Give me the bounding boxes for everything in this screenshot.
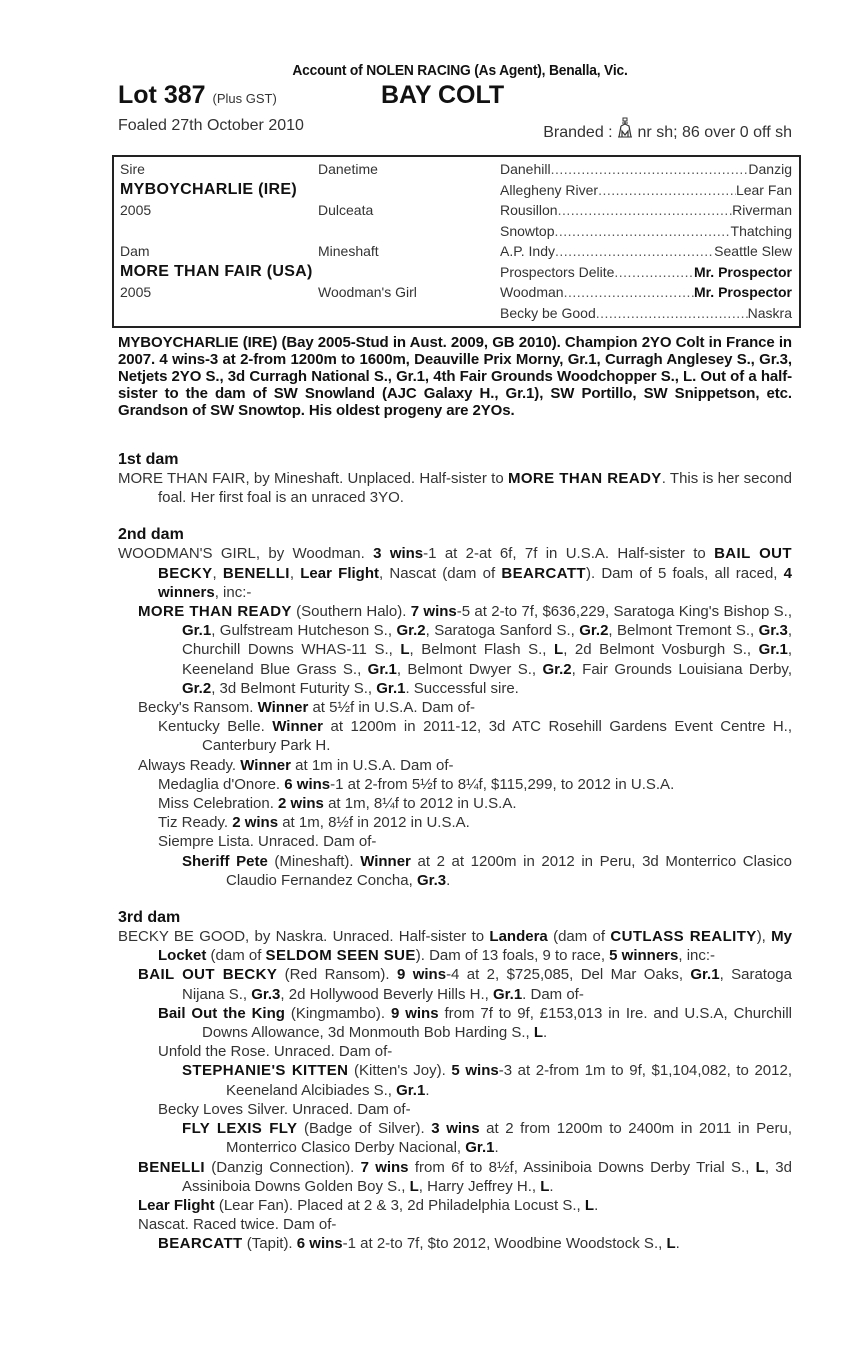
foaled-brand-line xyxy=(118,115,792,143)
progeny-entry xyxy=(118,965,792,1003)
bold-text: BEARCATT xyxy=(501,564,586,582)
section-heading: 3rd dam xyxy=(118,909,181,927)
bold-text: 9 wins xyxy=(390,1004,439,1022)
leader-dots xyxy=(596,303,748,324)
text: Becky Loves Silver. Unraced. Dam of- xyxy=(158,1100,411,1118)
text: at 2 from 1200m to 2400m in 2011 in Peru, Monterrico Clasico Derby Nacional, xyxy=(226,1120,792,1157)
grandparent-name: Dulceata xyxy=(318,202,374,218)
progeny-entry xyxy=(118,852,792,890)
text: at 2 at 1200m in 2012 in Peru, 3d Monterrico Clasico Claudio Fernandez Concha, xyxy=(226,852,792,889)
text: at 1m, 8½f in 2012 in U.S.A. xyxy=(278,814,470,832)
pedigree-left-row xyxy=(120,221,440,242)
bold-text: 4 winners xyxy=(158,564,793,601)
leader-dots xyxy=(555,241,714,262)
text: . Dam of- xyxy=(522,985,584,1003)
progeny-entry xyxy=(118,717,792,755)
ancestor-sire: Riverman xyxy=(732,202,792,218)
leader-dots xyxy=(551,159,749,180)
bold-text: 5 winners xyxy=(609,947,679,965)
progeny-entry xyxy=(118,756,792,775)
text: -5 at 2-to 7f, $636,229, Saratoga King's Bishop S., xyxy=(456,603,792,621)
brand-info xyxy=(543,117,792,142)
ancestor-sire: Seattle Slew xyxy=(714,243,792,259)
text: , 2d Hollywood Beverly Hills H., xyxy=(280,985,493,1003)
bold-text: SELDOM SEEN SUE xyxy=(265,947,416,965)
bold-text: Gr.1 xyxy=(376,679,406,697)
text: , Saratoga Nijana S., xyxy=(182,966,792,1003)
pedigree-label: Dam xyxy=(120,243,150,259)
lot-line xyxy=(118,81,792,111)
bold-text: 3 wins xyxy=(431,1120,480,1138)
pedigree-left-row xyxy=(120,282,440,303)
text: . xyxy=(594,1196,599,1214)
bold-text: BAIL OUT BECKY xyxy=(158,545,792,582)
bold-text: 7 wins xyxy=(360,1158,409,1176)
ancestor-name: Rousillon xyxy=(500,202,558,218)
leader-dots xyxy=(614,262,694,283)
bold-text: CUTLASS REALITY xyxy=(610,928,757,946)
text: at 1m in U.S.A. Dam of- xyxy=(290,756,454,774)
bold-text: 2 wins xyxy=(232,814,279,832)
bold-text: BAIL OUT BECKY xyxy=(138,966,278,984)
bold-text: 2 wins xyxy=(278,795,324,813)
bold-text: L xyxy=(400,641,410,659)
catalogue-page xyxy=(118,62,792,143)
text: . xyxy=(543,1024,548,1042)
text: ). Dam of 13 foals, 9 to race, xyxy=(415,947,610,965)
text: -1 at 2-at 6f, 7f in U.S.A. Half-sister to xyxy=(423,545,715,563)
text: from 6f to 8½f, Assiniboia Downs Derby Trial S., xyxy=(408,1158,756,1176)
parent-name: MYBOYCHARLIE (IRE) xyxy=(120,180,297,198)
section-heading: 2nd dam xyxy=(118,526,184,544)
great-grandparent-row xyxy=(500,282,792,303)
pedigree-left-row xyxy=(120,180,440,201)
bold-text: My Locket xyxy=(158,928,792,965)
bold-text: Gr.2 xyxy=(542,660,572,678)
progeny-entry xyxy=(118,1196,792,1215)
text: , Fair Grounds Louisiana Derby, xyxy=(571,660,792,678)
bold-text: STEPHANIE'S KITTEN xyxy=(182,1062,349,1080)
ancestor-name: A.P. Indy xyxy=(500,243,556,259)
progeny-entry xyxy=(118,698,792,717)
section-heading: 1st dam xyxy=(118,451,179,468)
text: MORE THAN FAIR, by Mineshaft. Unplaced. Half-sister to xyxy=(118,470,508,487)
progeny-entry xyxy=(118,1234,792,1253)
text: (Lear Fan). Placed at 2 & 3, 2d Philadelphia Locust S., xyxy=(214,1196,585,1214)
bold-text: L xyxy=(755,1158,765,1176)
text: Always Ready. xyxy=(138,756,241,774)
bold-text: Gr.3 xyxy=(251,985,281,1003)
great-grandparent-row xyxy=(500,180,792,201)
ancestor-sire: Naskra xyxy=(747,304,792,321)
gst-note: (Plus GST) xyxy=(212,91,277,106)
dam-section xyxy=(118,526,792,890)
grandparent-name: Mineshaft xyxy=(318,243,379,259)
text: BECKY BE GOOD, by Naskra. Unraced. Half-sister to xyxy=(118,928,490,946)
text: Miss Celebration. xyxy=(158,795,279,813)
progeny-entry xyxy=(118,927,792,965)
text: , Harry Jeffrey H., xyxy=(418,1177,541,1195)
bold-text: Gr.1 xyxy=(182,622,212,640)
text: at 5½f in U.S.A. Dam of- xyxy=(308,699,476,717)
text: , 3d Belmont Futurity S., xyxy=(211,679,377,697)
family-details xyxy=(118,451,792,1273)
text: Tiz Ready. xyxy=(158,814,233,832)
bold-text: Gr.3 xyxy=(416,871,447,889)
progeny-entry xyxy=(118,1215,792,1234)
text: , 3d Assiniboia Downs Golden Boy S., xyxy=(182,1158,792,1195)
progeny-entry xyxy=(118,602,792,698)
branded-text: nr sh; 86 over 0 off sh xyxy=(637,124,792,141)
bold-text: L xyxy=(533,1024,544,1042)
branded-label: Branded : xyxy=(543,124,613,141)
text: , Churchill Downs WHAS-11 S., xyxy=(182,622,792,659)
bold-text: Gr.1 xyxy=(758,641,788,659)
text: , Belmont Tremont S., xyxy=(608,622,759,640)
text: Nascat. Raced twice. Dam of- xyxy=(138,1216,337,1234)
brand-mark-icon xyxy=(617,117,633,139)
great-grandparent-row xyxy=(500,241,792,262)
ancestor-name: Allegheny River xyxy=(500,181,599,198)
text: , Keeneland Blue Grass S., xyxy=(182,641,792,678)
text: (Tapit). xyxy=(242,1235,297,1253)
text: , Gulfstream Hutcheson S., xyxy=(211,622,397,640)
progeny-entry xyxy=(118,469,792,507)
text: from 7f to 9f, £153,013 in Ire. and U.S.A, Churchill Downs Allowance, 3d Monmouth Bob Harding S., xyxy=(202,1004,792,1042)
pedigree-left-row xyxy=(120,262,440,283)
bold-text: 9 wins xyxy=(396,966,447,984)
text: Siempre Lista. Unraced. Dam of- xyxy=(158,833,377,851)
bold-text: Bail Out the King xyxy=(158,1004,285,1022)
pedigree-grandparents xyxy=(500,159,792,323)
bold-text: Gr.1 xyxy=(396,1081,426,1099)
bold-text: Lear Flight xyxy=(138,1196,215,1214)
bold-text: BENELLI xyxy=(222,564,290,582)
bold-text: L xyxy=(540,1177,550,1195)
great-grandparent-row xyxy=(500,159,792,180)
pedigree-parents xyxy=(120,159,440,303)
bold-text: MORE THAN READY xyxy=(138,603,292,621)
bold-text: Gr.3 xyxy=(758,622,788,640)
pedigree-table xyxy=(112,155,801,328)
bold-text: 5 wins xyxy=(451,1062,499,1080)
text: . xyxy=(446,871,451,889)
horse-description: BAY COLT xyxy=(381,81,505,109)
grandparent-name: Woodman's Girl xyxy=(318,284,417,300)
text: (Kingmambo). xyxy=(284,1004,391,1022)
ancestor-name: Becky be Good xyxy=(500,304,596,321)
bold-text: Lear Flight xyxy=(300,564,379,582)
text: , 2d Belmont Vosburgh S., xyxy=(563,641,759,659)
leader-dots xyxy=(558,200,733,221)
ancestor-name: Woodman xyxy=(500,284,564,300)
bold-text: Gr.2 xyxy=(182,679,212,697)
bold-text: Sheriff Pete xyxy=(182,852,268,870)
great-grandparent-row xyxy=(500,221,792,242)
bold-text: Winner xyxy=(257,699,309,717)
text: ), xyxy=(756,928,772,946)
bold-text: Winner xyxy=(272,718,323,736)
text: -4 at 2, $725,085, Del Mar Oaks, xyxy=(446,966,691,984)
bold-text: 6 wins xyxy=(284,775,331,793)
leader-dots xyxy=(564,282,694,303)
text: , Belmont Dwyer S., xyxy=(396,660,543,678)
parent-name: MORE THAN FAIR (USA) xyxy=(120,262,313,280)
text: Medaglia d'Onore. xyxy=(158,775,285,793)
progeny-entry xyxy=(118,775,792,794)
leader-dots xyxy=(554,221,730,242)
text: (dam of xyxy=(206,947,266,965)
bold-text: BEARCATT xyxy=(158,1235,243,1253)
pedigree-left-row xyxy=(120,241,440,262)
text: (Red Ransom). xyxy=(277,966,397,984)
vendor-account: Account of NOLEN RACING (As Agent), Benalla, Vic. xyxy=(292,62,628,79)
bold-text: MORE THAN READY xyxy=(507,470,662,487)
text: . Successful sire. xyxy=(405,679,519,697)
text: WOODMAN'S GIRL, by Woodman. xyxy=(118,545,374,563)
pedigree-label: Sire xyxy=(120,161,145,177)
text: at 1200m in 2011-12, 3d ATC Rosehill Gardens Event Centre H., Canterbury Park H. xyxy=(202,718,792,755)
bold-text: Gr.1 xyxy=(492,985,523,1003)
text: . xyxy=(425,1081,430,1099)
progeny-entry xyxy=(118,1042,792,1061)
great-grandparent-row xyxy=(500,262,792,283)
pedigree-left-row xyxy=(120,159,440,180)
text: , Belmont Flash S., xyxy=(409,641,555,659)
text: Kentucky Belle. xyxy=(158,718,273,736)
grandparent-name: Danetime xyxy=(318,161,378,177)
lot-number xyxy=(118,81,277,110)
text: ). Dam of 5 foals, all raced, xyxy=(585,564,784,582)
text: (Southern Halo). xyxy=(291,603,411,621)
text: , xyxy=(289,564,301,582)
foaled-date: Foaled 27th October 2010 xyxy=(118,117,304,134)
text: Becky's Ransom. xyxy=(138,699,258,717)
bold-text: L xyxy=(554,641,564,659)
text: , inc:- xyxy=(678,947,716,965)
progeny-entry xyxy=(118,832,792,851)
sire-summary: MYBOYCHARLIE (IRE) (Bay 2005-Stud in Aust. 2009, GB 2010). Champion 2YO Colt in France in 2007. 4 wins-3 at 2-from 1200m to 1600m, Deauville Prix Morny, Gr.1, Curragh Anglesey S., Gr.3, Netjets 2YO S., 3d Curragh National S., Gr.1, 4th Fair Grounds Woodchopper S., L. Out of a half-sister to the dam of SW Snowland (AJC Galaxy H., Gr.1), SW Portillo, SW Snippetson, etc. Grandson of SW Snowtop. His oldest progeny are 2YOs. xyxy=(118,334,792,419)
text: , inc:- xyxy=(214,583,252,601)
ancestor-sire: Lear Fan xyxy=(735,181,792,198)
text: at 1m, 8¼f to 2012 in U.S.A. xyxy=(323,795,517,813)
text: , Nascat (dam of xyxy=(378,564,502,582)
progeny-entry xyxy=(118,813,792,832)
text: , xyxy=(212,564,223,582)
bold-text: Gr.1 xyxy=(465,1139,495,1157)
progeny-entry xyxy=(118,794,792,813)
ancestor-name: Snowtop xyxy=(500,222,555,239)
lot-label: Lot 387 xyxy=(118,81,206,109)
text: . This is her second foal. Her first foal is an unraced 3YO. xyxy=(158,470,792,507)
text: (Badge of Silver). xyxy=(297,1120,432,1138)
text: , Saratoga Sanford S., xyxy=(425,622,580,640)
progeny-entry xyxy=(118,1100,792,1119)
text: (Danzig Connection). xyxy=(204,1158,361,1176)
text: -3 at 2-from 1m to 9f, $1,104,082, to 2012, Keeneland Alcibiades S., xyxy=(226,1062,792,1099)
dam-section xyxy=(118,909,792,1253)
pedigree-label: 2005 xyxy=(120,284,152,300)
bold-text: Winner xyxy=(360,852,411,870)
ancestor-sire: Mr. Prospector xyxy=(693,263,792,280)
text: -1 at 2-to 7f, $to 2012, Woodbine Woodstock S., xyxy=(342,1235,667,1253)
bold-text: 7 wins xyxy=(410,603,457,621)
text: -1 at 2-from 5½f to 8¼f, $115,299, to 2012 in U.S.A. xyxy=(330,775,675,793)
bold-text: Gr.2 xyxy=(396,622,426,640)
progeny-entry xyxy=(118,1004,792,1042)
progeny-entry xyxy=(118,544,792,602)
text: (dam of xyxy=(547,928,611,946)
bold-text: FLY LEXIS FLY xyxy=(182,1120,298,1138)
bold-text: BENELLI xyxy=(138,1158,205,1176)
progeny-entry xyxy=(118,1158,792,1196)
bold-text: Gr.1 xyxy=(690,966,720,984)
ancestor-sire: Mr. Prospector xyxy=(693,284,792,300)
text: . xyxy=(675,1235,680,1253)
bold-text: L xyxy=(409,1177,419,1195)
great-grandparent-row xyxy=(500,200,792,221)
bold-text: Landera xyxy=(489,928,548,946)
bold-text: Winner xyxy=(240,756,291,774)
dam-section xyxy=(118,451,792,507)
bold-text: 3 wins xyxy=(373,545,424,563)
bold-text: 6 wins xyxy=(296,1235,343,1253)
text: Unfold the Rose. Unraced. Dam of- xyxy=(158,1043,393,1061)
ancestor-sire: Danzig xyxy=(748,161,792,177)
text: . xyxy=(549,1177,554,1195)
bold-text: L xyxy=(584,1196,595,1214)
ancestor-name: Danehill xyxy=(500,161,551,177)
text: (Mineshaft). xyxy=(267,852,361,870)
progeny-entry xyxy=(118,1061,792,1099)
text: . xyxy=(494,1139,499,1157)
leader-dots xyxy=(598,180,736,201)
progeny-entry xyxy=(118,1119,792,1157)
bold-text: L xyxy=(666,1235,676,1253)
ancestor-sire: Thatching xyxy=(730,222,792,239)
pedigree-left-row xyxy=(120,200,440,221)
ancestor-name: Prospectors Delite xyxy=(500,263,615,280)
text: (Kitten's Joy). xyxy=(348,1062,452,1080)
bold-text: Gr.2 xyxy=(579,622,609,640)
pedigree-label: 2005 xyxy=(120,202,152,218)
bold-text: Gr.1 xyxy=(367,660,397,678)
great-grandparent-row xyxy=(500,303,792,324)
